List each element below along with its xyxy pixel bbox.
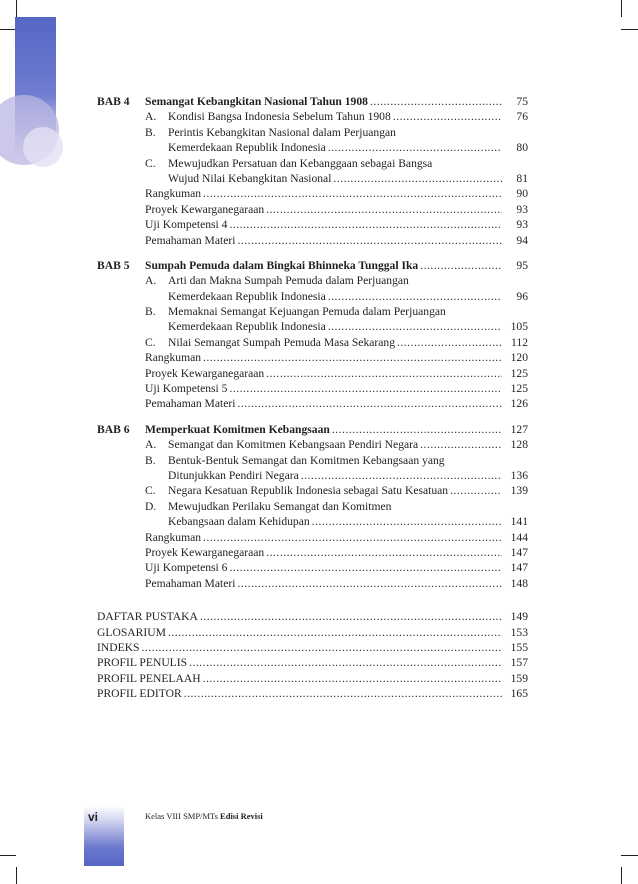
dot-leader [301,468,502,483]
dot-leader [266,545,502,560]
page-ref: 153 [510,625,528,639]
dot-leader [333,171,502,186]
toc-entry[interactable] [97,437,528,452]
entry-title: Ditunjukkan Pendiri Negara [168,468,299,482]
entry-line [97,453,528,468]
entry-title: Kemerdekaan Republik Indonesia [168,289,326,303]
entry-title: Kondisi Bangsa Indonesia Sebelum Tahun 1908 [168,110,391,124]
toc-entry[interactable] [97,530,528,545]
entry-title: Pemahaman Materi [145,576,236,590]
page-ref: 112 [511,335,528,349]
entry-title: PROFIL PENELAAH [97,671,201,685]
page-number: vi [88,810,99,824]
entry-title: Proyek Kewarganegaraan [145,202,265,216]
page-ref: 147 [510,561,528,575]
item-letter: C. [145,484,156,498]
crop-mark [0,855,16,856]
page-ref: 126 [510,397,528,411]
entry-title: Sumpah Pemuda dalam Bingkai Bhinneka Tunggal Ika [145,258,419,272]
entry-line [97,273,528,288]
footer-book-title [145,811,263,821]
section-gap [97,412,528,422]
page-ref: 128 [510,438,528,452]
page-ref: 127 [510,422,528,436]
page-ref: 147 [510,545,528,559]
page-ref: 75 [516,95,528,108]
decorative-circle [23,127,63,167]
entry-title: Negara Kesatuan Republik Indonesia sebagai Satu Kesatuan [168,484,449,498]
entry-title: Proyek Kewarganegaraan [145,366,265,380]
entry-title: Rangkuman [145,187,202,201]
entry-title: Proyek Kewarganegaraan [145,545,265,559]
entry-title: Kemerdekaan Republik Indonesia [168,141,326,155]
entry-title: GLOSARIUM [97,625,166,639]
item-letter: A. [145,438,157,452]
entry-title: Rangkuman [145,351,202,365]
toc-entry[interactable] [97,514,528,529]
page-ref: 155 [510,640,528,654]
chapter-label: BAB 5 [97,258,130,272]
item-letter: C. [145,156,156,170]
page-ref: 148 [510,576,528,590]
item-letter: D. [145,499,157,513]
dot-leader [203,186,502,201]
toc-entry[interactable] [97,140,528,155]
toc-entry[interactable] [97,289,528,304]
crop-mark [621,867,622,884]
toc-entry[interactable] [97,202,528,217]
back-matter-entry[interactable] [97,686,528,701]
crop-mark [16,0,17,17]
toc-entry[interactable] [97,171,528,186]
entry-title: Pemahaman Materi [145,397,236,411]
page-ref: 95 [516,258,528,272]
entry-title: Semangat Kebangkitan Nasional Tahun 1908 [145,95,368,108]
dot-leader [168,625,502,640]
back-matter-entry[interactable] [97,671,528,686]
dot-leader [328,140,502,155]
dot-leader [450,483,502,498]
toc-entry[interactable] [97,545,528,560]
entry-title: Pemahaman Materi [145,233,236,247]
entry-title-line: Mewujudkan Persatuan dan Kebanggaan sebagai Bangsa [168,156,433,170]
dot-leader [393,109,502,124]
entry-title: Uji Kompetensi 5 [145,382,228,396]
dot-leader [203,530,502,545]
toc-entry[interactable] [97,483,528,498]
entry-title-line: Arti dan Makna Sumpah Pemuda dalam Perjuangan [168,274,409,288]
dot-leader [237,576,502,591]
back-matter-entry[interactable] [97,655,528,670]
entry-title: PROFIL PENULIS [97,656,188,670]
entry-line [97,304,528,319]
entry-title: DAFTAR PUSTAKA [97,610,198,624]
back-matter-entry[interactable] [97,609,528,624]
entry-line [97,499,528,514]
dot-leader [184,686,502,701]
toc-entry[interactable] [97,109,528,124]
dot-leader [370,94,502,109]
page-ref: 139 [510,484,528,498]
entry-title-line: Mewujudkan Perilaku Semangat dan Komitmen [168,499,392,513]
toc-entry[interactable] [97,366,528,381]
footer-edition: Edisi Revisi [220,811,263,821]
section-gap [97,248,528,258]
dot-leader [189,655,502,670]
page-ref: 90 [516,187,528,201]
entry-title: PROFIL EDITOR [97,687,182,701]
dot-leader [142,640,502,655]
page-ref: 125 [510,366,528,380]
dot-leader [328,319,502,334]
dot-leader [229,217,502,232]
dot-leader [237,396,502,411]
dot-leader [229,381,502,396]
entry-line [97,156,528,171]
section-gap [97,591,528,609]
dot-leader [328,289,502,304]
toc-entry[interactable] [97,576,528,591]
dot-leader [200,609,502,624]
entry-title: Nilai Semangat Sumpah Pemuda Masa Sekarang [168,335,395,349]
page-ref: 136 [510,468,528,482]
page-ref: 157 [510,656,528,670]
entry-title: Kebangsaan dalam Kehidupan [168,515,310,529]
table-of-contents [97,94,528,701]
toc-entry[interactable] [97,560,528,575]
dot-leader [266,366,502,381]
dot-leader [203,350,502,365]
footer-book: Kelas VIII SMP/MTs [145,811,218,821]
page-ref: 149 [510,610,528,624]
entry-title: Uji Kompetensi 4 [145,218,228,232]
toc-entry[interactable] [97,350,528,365]
entry-title-line: Bentuk-Bentuk Semangat dan Komitmen Kebangsaan yang [168,453,445,467]
back-matter-entry[interactable] [97,625,528,640]
dot-leader [397,335,502,350]
chapter-heading[interactable] [97,422,528,437]
toc-entry[interactable] [97,186,528,201]
page-ref: 93 [516,202,528,216]
item-letter: B. [145,305,156,319]
entry-title: INDEKS [97,640,140,654]
entry-title: Semangat dan Komitmen Kebangsaan Pendiri Negara [168,438,419,452]
item-letter: C. [145,335,156,349]
chapter-label: BAB 6 [97,422,130,436]
crop-mark [16,867,17,884]
dot-leader [237,233,502,248]
entry-title: Wujud Nilai Kebangkitan Nasional [168,171,332,185]
page-ref: 159 [510,671,528,685]
crop-mark [621,855,638,856]
page-ref: 125 [510,382,528,396]
page-ref: 93 [516,218,528,232]
page-ref: 94 [516,233,528,247]
page-ref: 141 [510,515,528,529]
item-letter: A. [145,110,157,124]
page-ref: 105 [510,320,528,334]
page-ref: 144 [510,530,528,544]
page-ref: 81 [516,171,528,185]
entry-title: Rangkuman [145,530,202,544]
dot-leader [420,437,502,452]
chapter-heading[interactable] [97,94,528,109]
toc-entry[interactable] [97,217,528,232]
page-ref: 165 [510,687,528,701]
entry-title: Memperkuat Komitmen Kebangsaan [145,422,330,436]
page-ref: 96 [516,289,528,303]
entry-title-line: Memaknai Semangat Kejuangan Pemuda dalam Perjuangan [168,305,446,319]
dot-leader [420,258,502,273]
dot-leader [203,671,502,686]
entry-line [97,125,528,140]
toc-entry[interactable] [97,319,528,334]
dot-leader [332,422,502,437]
item-letter: B. [145,453,156,467]
toc-entry[interactable] [97,381,528,396]
toc-entry[interactable] [97,233,528,248]
crop-mark [621,29,638,30]
toc-entry[interactable] [97,468,528,483]
page-ref: 80 [516,141,528,155]
decorative-tab [15,17,56,157]
chapter-label: BAB 4 [97,95,130,108]
page-ref: 76 [516,110,528,124]
item-letter: B. [145,125,156,139]
chapter-heading[interactable] [97,258,528,273]
crop-mark [0,29,16,30]
toc-entry[interactable] [97,396,528,411]
dot-leader [266,202,502,217]
dot-leader [312,514,502,529]
entry-title: Uji Kompetensi 6 [145,561,228,575]
entry-title-line: Perintis Kebangkitan Nasional dalam Perjuangan [168,125,396,139]
crop-mark [621,0,622,17]
item-letter: A. [145,274,157,288]
page-ref: 120 [510,351,528,365]
toc-entry[interactable] [97,335,528,350]
dot-leader [229,560,502,575]
entry-title: Kemerdekaan Republik Indonesia [168,320,326,334]
back-matter-entry[interactable] [97,640,528,655]
